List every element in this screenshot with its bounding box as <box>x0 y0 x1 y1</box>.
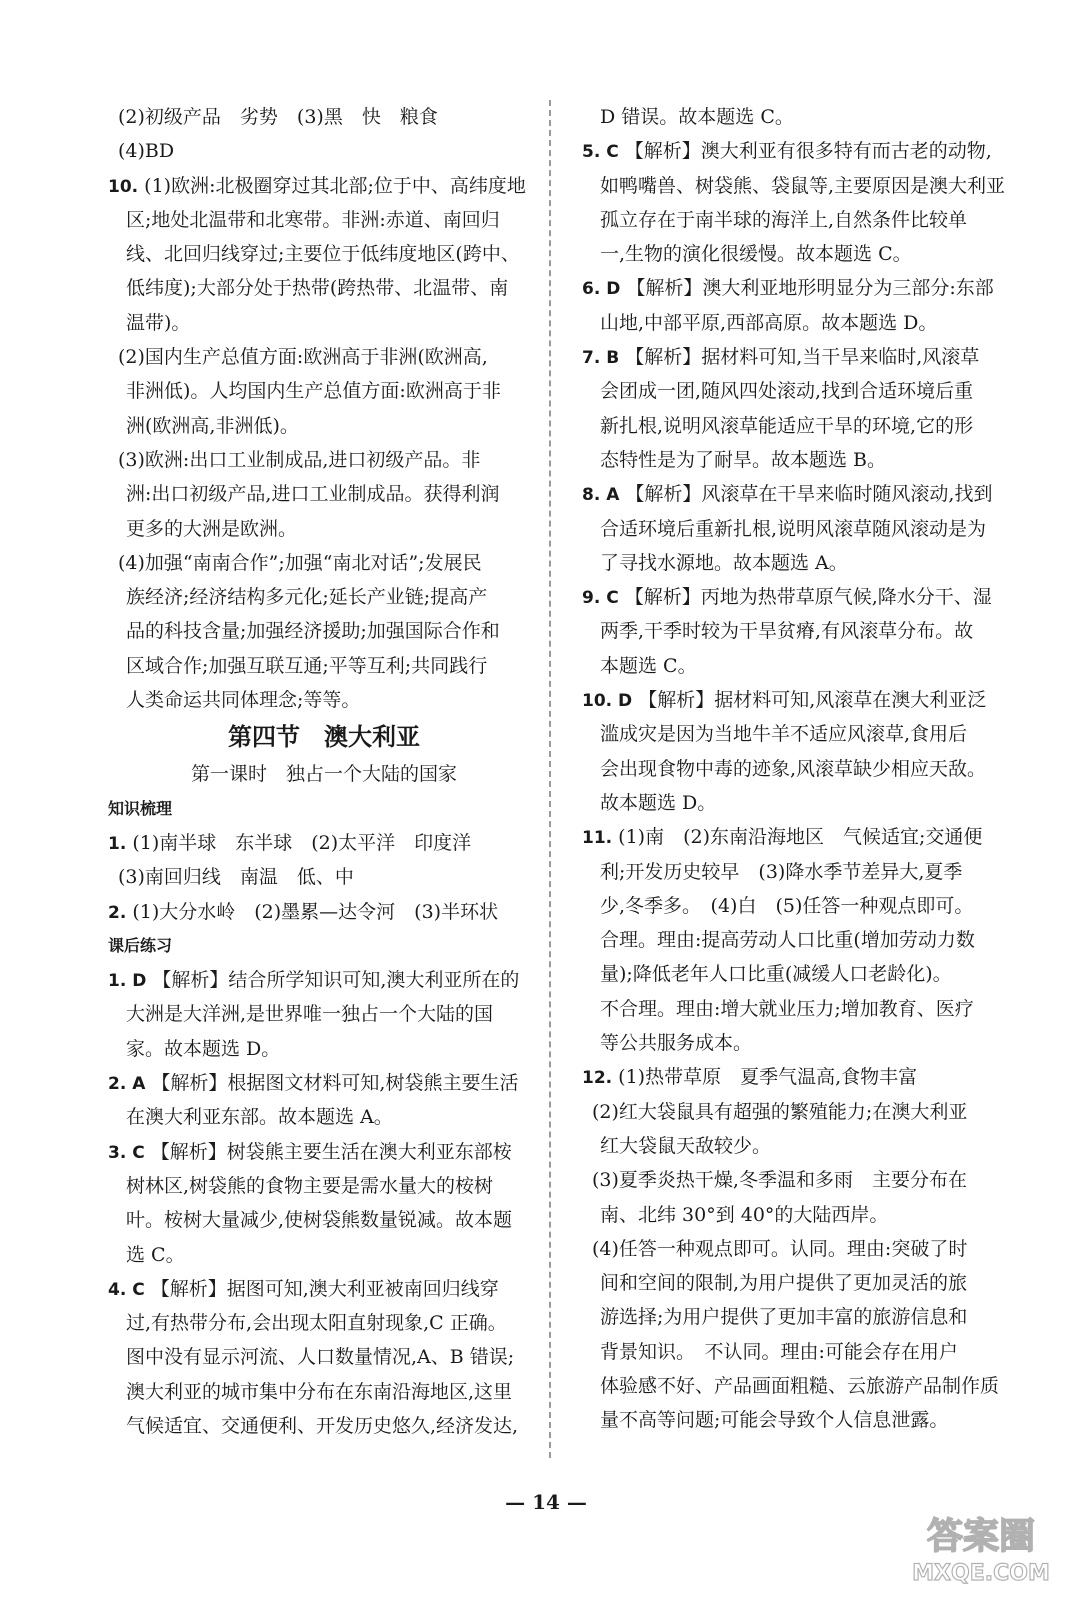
answer-line <box>582 271 1012 305</box>
answer-text: (1)南 (2)东南沿海地区 气候适宜;交通便 <box>612 826 983 849</box>
watermark-top: 答案圈 <box>926 1516 1036 1557</box>
answer-line: 背景知识。 不认同。理由:可能会存在用户 <box>600 1340 958 1363</box>
question-number: 1. <box>108 833 127 854</box>
answer-line: 会出现食物中毒的迹象,风滚草缺少相应天敌。 <box>600 757 987 780</box>
answer-line <box>582 1060 1012 1094</box>
answer-line: 合适环境后重新扎根,说明风滚草随风滚动是为 <box>600 517 987 540</box>
question-number: 4. C <box>108 1279 145 1300</box>
answer-line: 区域合作;加强互联互通;平等互利;共同践行 <box>126 654 488 677</box>
answer-line: (2)国内生产总值方面:欧洲高于非洲(欧洲高, <box>118 346 488 369</box>
answer-text: 【解析】据材料可知,当干旱来临时,风滚草 <box>619 346 980 369</box>
answer-line: 更多的大洲是欧洲。 <box>126 517 298 540</box>
answer-line: 间和空间的限制,为用户提供了更加灵活的旅 <box>600 1272 968 1295</box>
answer-text: (1)热带草原 夏季气温高,食物丰富 <box>612 1066 918 1089</box>
question-number: 11. <box>582 828 613 849</box>
answer-line <box>582 820 1012 854</box>
answer-line: 一,生物的演化很缓慢。故本题选 C。 <box>600 243 912 266</box>
answer-line: 会团成一团,随风四处滚动,找到合适环境后重 <box>600 380 974 403</box>
answer-line: 量);降低老年人口比重(减缓人口老龄化)。 <box>600 963 952 986</box>
practice-line: 在澳大利亚东部。故本题选 A。 <box>126 1106 393 1129</box>
answer-line: (2)红大袋鼠具有超强的繁殖能力;在澳大利亚 <box>592 1100 968 1123</box>
answer-line <box>108 169 540 203</box>
answer-line: 本题选 C。 <box>600 654 697 677</box>
answer-line: (2)初级产品 劣势 (3)黑 快 粮食 <box>118 106 438 128</box>
practice-line: 大洲是大洋洲,是世界唯一独占一个大陆的国 <box>126 1003 494 1026</box>
answer-line <box>582 134 1012 168</box>
question-number: 7. B <box>582 348 620 369</box>
knowledge-line <box>108 826 540 860</box>
answer-line: (4)加强“南南合作”;加强“南北对话”;发展民 <box>118 551 482 574</box>
section-title: 第四节 澳大利亚 <box>228 723 420 752</box>
question-number: 10. D <box>582 691 633 712</box>
answer-text: 【解析】风滚草在干旱来临时随风滚动,找到 <box>619 483 993 506</box>
answer-line: 线、北回归线穿过;主要位于低纬度地区(跨中、 <box>126 243 520 266</box>
answer-line: 低纬度);大部分处于热带(跨热带、北温带、南 <box>126 277 509 300</box>
answer-line: 合理。理由:提高劳动人口比重(增加劳动力数 <box>600 929 975 952</box>
practice-line: 叶。桉树大量减少,使树袋熊数量锐减。故本题 <box>126 1209 513 1232</box>
answer-text: (1)南半球 东半球 (2)太平洋 印度洋 <box>126 831 472 854</box>
answer-line: 区;地处北温带和北寒带。非洲:赤道、南回归 <box>126 208 500 231</box>
answer-line: 等公共服务成本。 <box>600 1032 753 1055</box>
answer-line <box>582 580 1012 614</box>
answer-line: 温带)。 <box>126 311 191 334</box>
practice-line: 图中没有显示河流、人口数量情况,A、B 错误; <box>126 1346 515 1369</box>
answer-line: 人类命运共同体理念;等等。 <box>126 689 361 712</box>
label-practice: 课后练习 <box>108 935 173 955</box>
question-number: 12. <box>582 1068 613 1089</box>
answer-line: 新扎根,说明风滚草能适应干旱的环境,它的形 <box>600 414 974 437</box>
answer-line <box>582 340 1012 374</box>
answer-text: (1)欧洲:北极圈穿过其北部;位于中、高纬度地 <box>138 174 526 197</box>
practice-line <box>108 1272 540 1306</box>
answer-line: 故本题选 D。 <box>600 791 717 814</box>
answer-text: (1)大分水岭 (2)墨累—达令河 (3)半环状 <box>126 900 499 923</box>
answer-line <box>582 683 1012 717</box>
practice-line: 气候适宜、交通便利、开发历史悠久,经济发达, <box>126 1414 519 1437</box>
question-number: 1. D <box>108 971 147 992</box>
answer-line: 洲:出口初级产品,进口工业制成品。获得利润 <box>126 483 500 506</box>
answer-line: (3)夏季炎热干燥,冬季温和多雨 主要分布在 <box>592 1169 967 1192</box>
page-number: — 14 — <box>505 1490 587 1514</box>
question-number: 6. D <box>582 279 621 300</box>
question-number: 3. C <box>108 1142 145 1163</box>
practice-line: 澳大利亚的城市集中分布在东南沿海地区,这里 <box>126 1380 513 1403</box>
answer-line: 品的科技含量;加强经济援助;加强国际合作和 <box>126 620 500 643</box>
lesson-title: 第一课时 独占一个大陆的国家 <box>190 763 457 786</box>
answer-line: (3)欧洲:出口工业制成品,进口初级产品。非 <box>118 448 481 471</box>
answer-text: 【解析】澳大利亚地形明显分为三部分:东部 <box>620 277 994 300</box>
answer-text: 【解析】据图可知,澳大利亚被南回归线穿 <box>144 1277 499 1300</box>
answer-line: (4)任答一种观点即可。认同。理由:突破了时 <box>592 1237 968 1260</box>
practice-line: 过,有热带分布,会出现太阳直射现象,C 正确。 <box>126 1312 507 1335</box>
answer-line: 孤立存在于南半球的海洋上,自然条件比较单 <box>600 208 968 231</box>
question-number: 2. <box>108 902 127 923</box>
answer-line: 两季,干季时较为干旱贫瘠,有风滚草分布。故 <box>600 620 974 643</box>
question-number: 9. C <box>582 588 619 609</box>
answer-text: 【解析】树袋熊主要生活在澳大利亚东部桉 <box>144 1140 512 1163</box>
practice-line <box>108 963 540 997</box>
left-column <box>108 100 540 1443</box>
answer-line: 如鸭嘴兽、树袋熊、袋鼠等,主要原因是澳大利亚 <box>600 174 1006 197</box>
answer-line: 态特性是为了耐旱。故本题选 B。 <box>600 448 887 471</box>
answer-line: 族经济;经济结构多元化;延长产业链;提高产 <box>126 586 488 609</box>
practice-line <box>108 1135 540 1169</box>
question-number: 8. A <box>582 485 620 506</box>
watermark-logo <box>896 1508 1066 1588</box>
answer-line: 山地,中部平原,西部高原。故本题选 D。 <box>600 311 938 334</box>
column-divider <box>549 100 551 1458</box>
answer-line: 红大袋鼠天敌较少。 <box>600 1134 772 1157</box>
answer-text: 【解析】澳大利亚有很多特有而古老的动物, <box>618 140 992 163</box>
answer-line: 滥成灾是因为当地牛羊不适应风滚草,食用后 <box>600 723 968 746</box>
question-number: 2. A <box>108 1074 146 1095</box>
watermark-bottom: MXQE.COM <box>912 1561 1050 1586</box>
answer-line: 游选择;为用户提供了更加丰富的旅游信息和 <box>600 1306 968 1329</box>
right-column <box>582 100 1012 1438</box>
answer-line: 不合理。理由:增大就业压力;增加教育、医疗 <box>600 997 974 1020</box>
answer-line: 利;开发历史较早 (3)降水季节差异大,夏季 <box>600 860 963 883</box>
question-number: 10. <box>108 176 139 197</box>
answer-text: 【解析】丙地为热带草原气候,降水分干、湿 <box>618 586 992 609</box>
answer-line: 了寻找水源地。故本题选 A。 <box>600 551 848 574</box>
practice-line: 家。故本题选 D。 <box>126 1037 281 1060</box>
practice-line: 选 C。 <box>126 1243 185 1266</box>
answer-line: 南、北纬 30°到 40°的大陆西岸。 <box>600 1203 889 1226</box>
knowledge-line: (3)南回归线 南温 低、中 <box>118 866 354 889</box>
answer-text: 【解析】据材料可知,风滚草在澳大利亚泛 <box>632 689 987 712</box>
answer-text: 【解析】结合所学知识可知,澳大利亚所在的 <box>146 969 520 992</box>
knowledge-line <box>108 895 540 929</box>
answer-line: D 错误。故本题选 C。 <box>600 106 794 128</box>
answer-line: 量不高等问题;可能会导致个人信息泄露。 <box>600 1409 949 1432</box>
answer-line: 洲(欧洲高,非洲低)。 <box>126 414 299 437</box>
answer-line: 非洲低)。人均国内生产总值方面:欧洲高于非 <box>126 380 501 403</box>
answer-line: (4)BD <box>118 140 175 163</box>
practice-line: 树林区,树袋熊的食物主要是需水量大的桉树 <box>126 1174 494 1197</box>
practice-line <box>108 1066 540 1100</box>
answer-line: 体验感不好、产品画面粗糙、云旅游产品制作质 <box>600 1374 1000 1397</box>
answer-line <box>582 477 1012 511</box>
label-knowledge: 知识梳理 <box>108 798 173 818</box>
question-number: 5. C <box>582 142 619 163</box>
answer-text: 【解析】根据图文材料可知,树袋熊主要生活 <box>145 1072 519 1095</box>
answer-line: 少,冬季多。 (4)白 (5)任答一种观点即可。 <box>600 894 974 917</box>
